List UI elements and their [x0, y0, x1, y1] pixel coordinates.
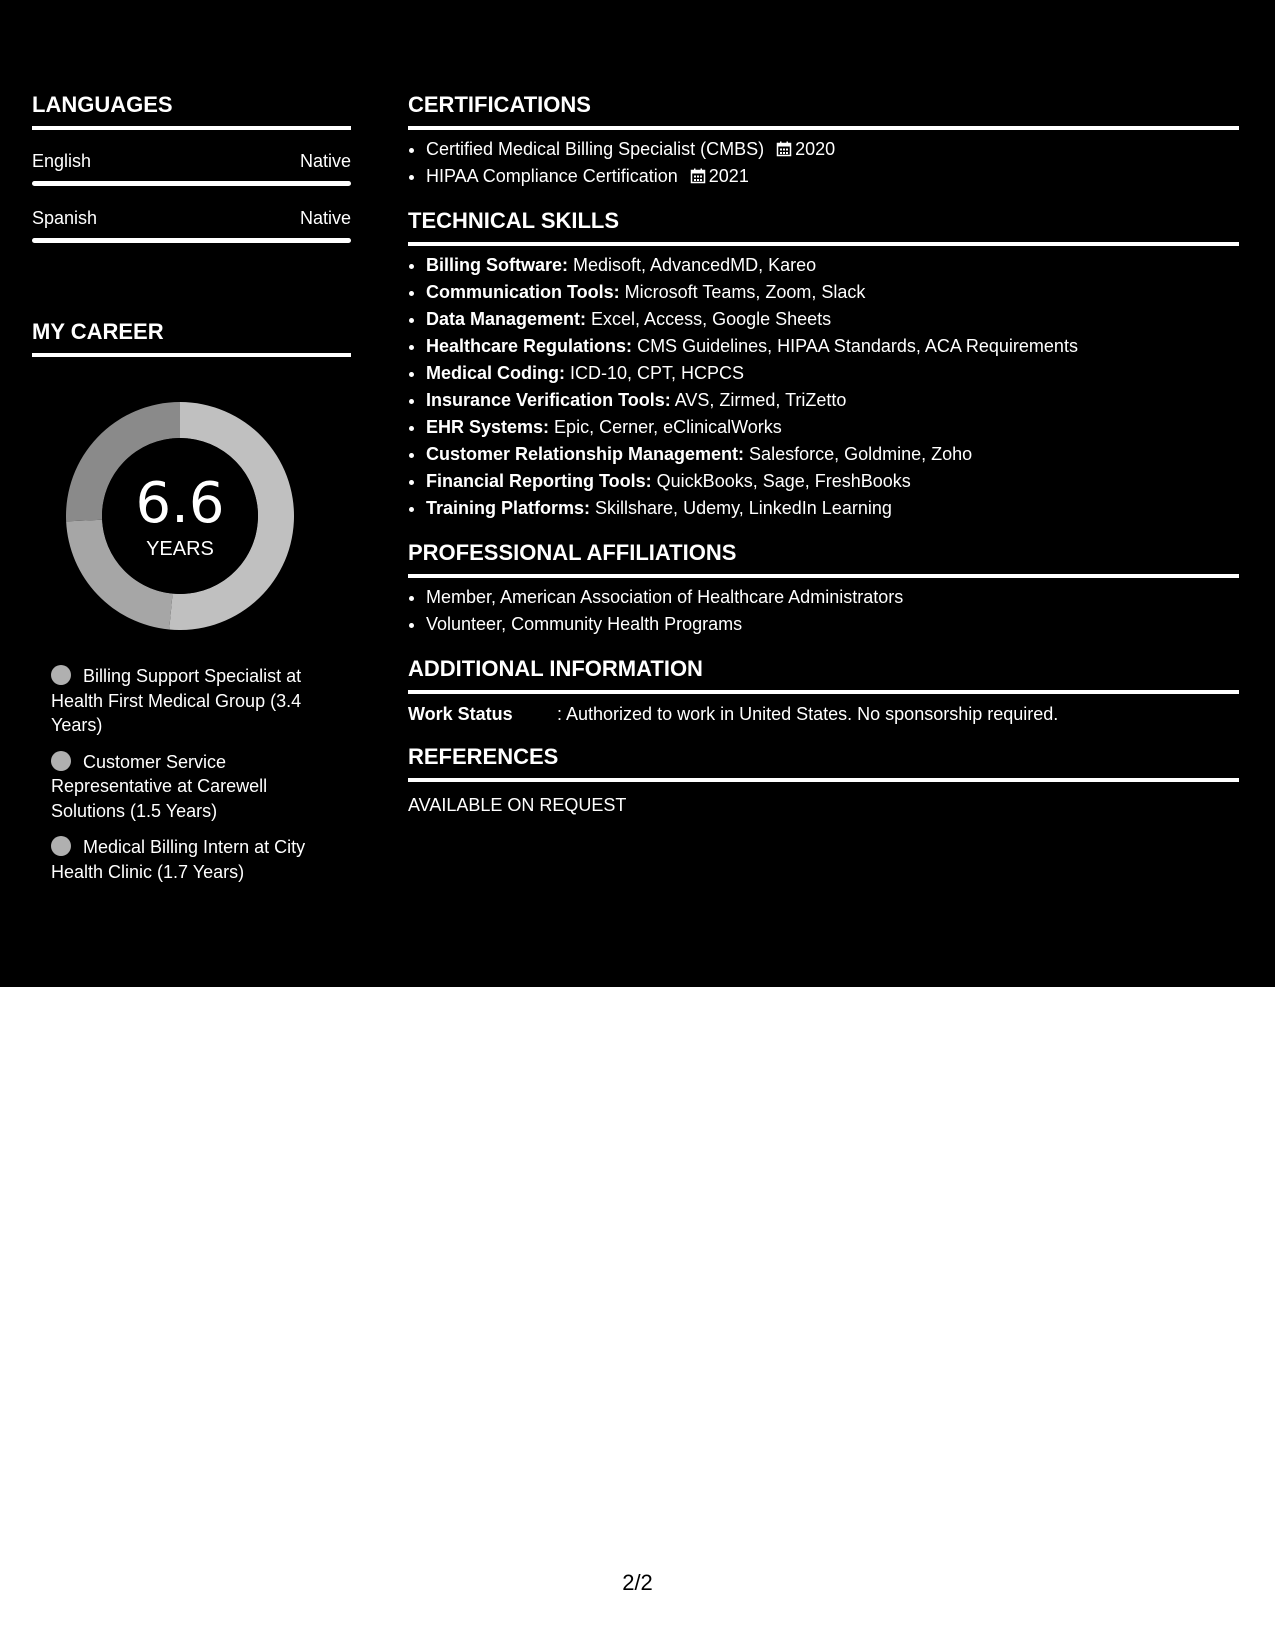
certification-name: Certified Medical Billing Specialist (CMBS)	[426, 139, 765, 159]
career-legend-item	[51, 750, 341, 824]
references-heading: REFERENCES	[408, 744, 559, 769]
career-total-unit: YEARS	[146, 538, 214, 560]
affiliations-section	[408, 540, 1239, 638]
certifications-section	[408, 92, 1239, 190]
language-proficiency-bar	[32, 238, 351, 243]
skill-item	[426, 414, 1239, 441]
career-role-label: Billing Support Specialist at Health First Medical Group (3.4 Years)	[51, 666, 302, 735]
skill-value: Medisoft, AdvancedMD, Kareo	[568, 255, 817, 275]
references-text: AVAILABLE ON REQUEST	[408, 795, 627, 815]
language-level: Native	[299, 151, 351, 171]
certification-name: HIPAA Compliance Certification	[426, 166, 678, 186]
certification-year: 2020	[795, 139, 836, 159]
certification-item	[426, 136, 1239, 163]
skill-item	[426, 387, 1239, 414]
skill-label: Insurance Verification Tools:	[426, 390, 671, 410]
languages-heading: LANGUAGES	[32, 92, 173, 117]
skill-item	[426, 333, 1239, 360]
skill-value: Excel, Access, Google Sheets	[586, 309, 832, 329]
page-number: 2/2	[622, 1570, 653, 1595]
affiliations-divider	[408, 574, 1239, 578]
skill-label: Healthcare Regulations:	[426, 336, 633, 356]
career-role-label: Customer Service Representative at Carewell Solutions (1.5 Years)	[51, 751, 268, 821]
skill-item	[426, 468, 1239, 495]
certification-item	[426, 163, 1239, 190]
legend-dot-icon	[51, 836, 71, 856]
language-item	[32, 207, 351, 243]
language-level: Native	[299, 208, 351, 228]
career-role-label: Medical Billing Intern at City Health Clinic (1.7 Years)	[51, 837, 306, 882]
skill-label: Data Management:	[426, 309, 587, 329]
skill-value: ICD-10, CPT, HCPCS	[565, 363, 745, 383]
additional-info-section	[408, 656, 1239, 726]
skill-value: Skillshare, Udemy, LinkedIn Learning	[590, 498, 892, 518]
additional-info-divider	[408, 690, 1239, 694]
skill-item	[426, 360, 1239, 387]
skill-label: EHR Systems:	[426, 417, 550, 437]
technical-skills-heading: TECHNICAL SKILLS	[408, 208, 620, 233]
language-proficiency-bar	[32, 181, 351, 186]
technical-skills-divider	[408, 242, 1239, 246]
left-column	[32, 92, 351, 896]
skill-item	[426, 441, 1239, 468]
certifications-divider	[408, 126, 1239, 130]
skill-label: Financial Reporting Tools:	[426, 471, 652, 491]
skill-item	[426, 279, 1239, 306]
career-heading: MY CAREER	[32, 319, 164, 344]
references-divider	[408, 778, 1239, 782]
skill-item	[426, 306, 1239, 333]
certification-year: 2021	[708, 166, 749, 186]
career-donut-chart	[66, 402, 294, 630]
technical-skills-section	[408, 208, 1239, 522]
language-name: English	[32, 151, 92, 171]
career-legend-item	[51, 664, 341, 738]
legend-dot-icon	[51, 665, 71, 685]
skill-value: Epic, Cerner, eClinicalWorks	[549, 417, 782, 437]
calendar-icon	[690, 168, 706, 184]
skill-label: Training Platforms:	[426, 498, 591, 518]
skill-label: Customer Relationship Management:	[426, 444, 745, 464]
certifications-heading: CERTIFICATIONS	[408, 92, 591, 117]
work-status-value: : Authorized to work in United States. No sponsorship required.	[557, 704, 1059, 724]
skill-item	[426, 252, 1239, 279]
career-legend-item	[51, 835, 341, 884]
skill-value: Salesforce, Goldmine, Zoho	[744, 444, 973, 464]
career-legend	[51, 664, 341, 884]
right-column	[408, 92, 1239, 835]
skill-value: CMS Guidelines, HIPAA Standards, ACA Requirements	[632, 336, 1078, 356]
language-name: Spanish	[32, 208, 98, 228]
affiliations-heading: PROFESSIONAL AFFILIATIONS	[408, 540, 737, 565]
affiliation-item: • Volunteer, Community Health Programs	[426, 611, 1239, 638]
skill-label: Communication Tools:	[426, 282, 620, 302]
additional-info-heading: ADDITIONAL INFORMATION	[408, 656, 703, 681]
skill-value: AVS, Zirmed, TriZetto	[670, 390, 847, 410]
skill-label: Medical Coding:	[426, 363, 565, 383]
skill-value: Microsoft Teams, Zoom, Slack	[619, 282, 866, 302]
languages-divider	[32, 126, 351, 130]
career-divider	[32, 353, 351, 357]
work-status-label: Work Status	[408, 704, 513, 724]
career-total-years: 6.6	[135, 471, 225, 536]
language-item	[32, 150, 351, 186]
legend-dot-icon	[51, 751, 71, 771]
calendar-icon	[776, 141, 792, 157]
skill-label: Billing Software:	[426, 255, 569, 275]
skill-item	[426, 495, 1239, 522]
affiliation-item: • Member, American Association of Healthcare Administrators	[426, 584, 1239, 611]
skill-value: QuickBooks, Sage, FreshBooks	[651, 471, 911, 491]
references-section	[408, 744, 1239, 817]
